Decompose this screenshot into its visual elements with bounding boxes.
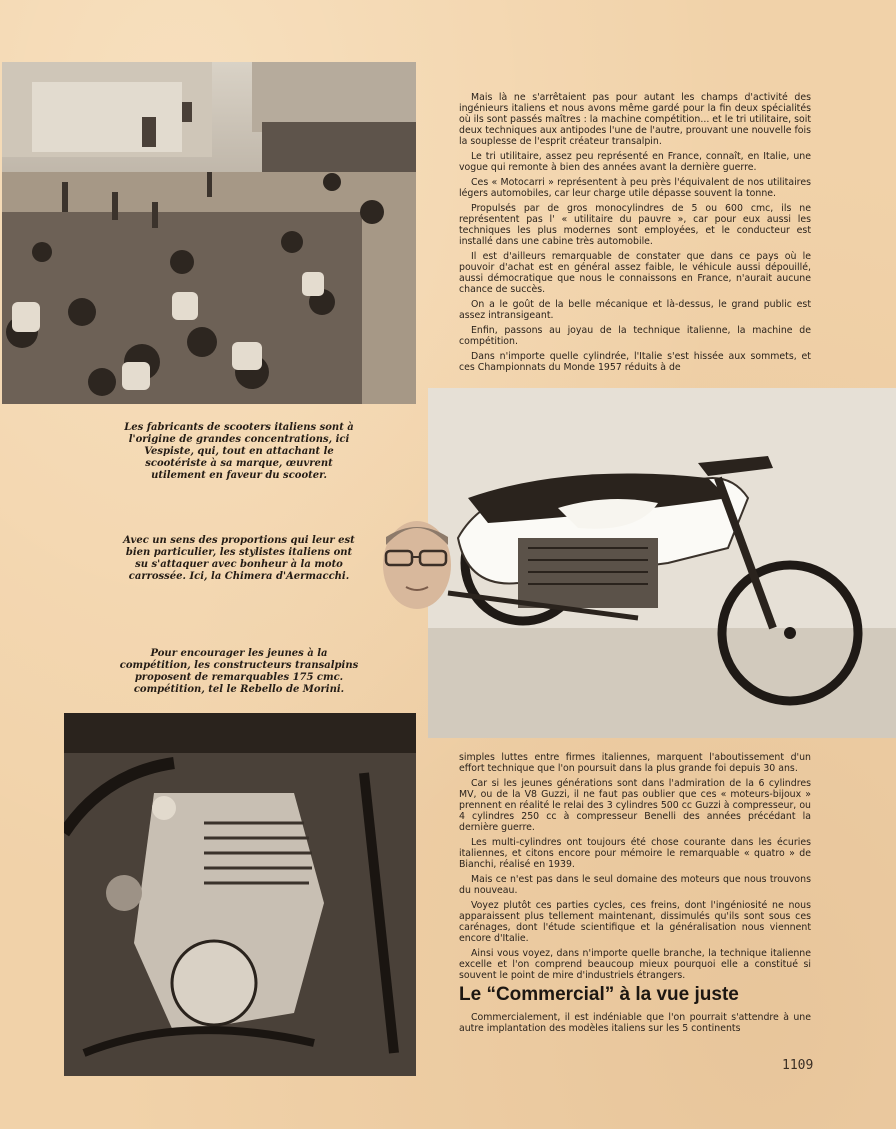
caption-morini: Pour encourager les jeunes à la compétition, les constructeurs transalpins proposent de remarquables 175 cmc. compétition, tel le Rebello de Morini.	[119, 648, 359, 695]
section-heading: Le “Commercial” à la vue juste	[459, 984, 739, 1005]
paragraph: Les multi-cylindres ont toujours été chose courante dans les écuries italiennes, et citons encore pour mémoire le remarquable « quatro » de Bianchi, réalisé en 1939.	[459, 837, 811, 870]
chimera-photo	[428, 388, 896, 738]
caption-chimera: Avec un sens des proportions qui leur est bien particulier, les stylistes italiens ont su s'attaquer avec bonheur à la moto carrossée. Ici, la Chimera d'Aermacchi.	[123, 535, 355, 582]
section-text	[459, 1012, 811, 1038]
top-text-column	[459, 92, 811, 377]
engine-photo	[64, 713, 416, 1076]
bottom-text-column	[459, 752, 811, 985]
portrait-photo	[378, 515, 456, 613]
paragraph: Commercialement, il est indéniable que l'on pourrait s'attendre à une autre implantation des modèles italiens sur les 5 continents	[459, 1012, 811, 1034]
paragraph: Le tri utilitaire, assez peu représenté en France, connaît, en Italie, une vogue qui remonte à bien des années avant la dernière guerre.	[459, 151, 811, 173]
paragraph: Enfin, passons au joyau de la technique italienne, la machine de compétition.	[459, 325, 811, 347]
page-number: 1109	[782, 1058, 814, 1073]
crowd-photo	[2, 62, 416, 404]
paragraph: Mais ce n'est pas dans le seul domaine des moteurs que nous trouvons du nouveau.	[459, 874, 811, 896]
caption-crowd: Les fabricants de scooters italiens sont à l'origine de grandes concentrations, ici Vespiste, qui, tout en attachant le scootériste à sa marque, œuvrent utilement en faveur du scooter.	[124, 422, 354, 481]
paragraph: Mais là ne s'arrêtaient pas pour autant les champs d'activité des ingénieurs italiens et nous avons même gardé pour la fin deux spécialités où ils sont passés maîtres : la machine compétition... et le tri utilitaire, soit deux techniques aux antipodes l'une de l'autre, prouvant une nouvelle fois la souplesse de l'esprit créateur transalpin.	[459, 92, 811, 147]
paragraph: Voyez plutôt ces parties cycles, ces freins, dont l'ingéniosité ne nous apparaissent plus tellement maintenant, dissimulés qu'ils sont sous ces carénages, dont l'étude scientifique et la généralisation nous viennent encore d'Italie.	[459, 900, 811, 944]
paragraph: Propulsés par de gros monocylindres de 5 ou 600 cmc, ils ne représentent pas l' « utilitaire du pauvre », car pour eux aussi les techniques les plus modernes sont employées, et le conducteur est installé dans une cabine très automobile.	[459, 203, 811, 247]
paragraph: Car si les jeunes générations sont dans l'admiration de la 6 cylindres MV, ou de la V8 Guzzi, il ne faut pas oublier que ces « moteurs-bijoux » prennent en réalité le relai des 3 cylindres 500 cc Guzzi à compresseur, ou 4 cylindres 250 cc à compresseur Benelli des années précédant la dernière guerre.	[459, 778, 811, 833]
paragraph: Dans n'importe quelle cylindrée, l'Italie s'est hissée aux sommets, et ces Championnats du Monde 1957 réduits à de	[459, 351, 811, 373]
paragraph: simples luttes entre firmes italiennes, marquent l'aboutissement d'un effort technique que l'on poursuit dans la plus grande foi depuis 30 ans.	[459, 752, 811, 774]
paragraph: Il est d'ailleurs remarquable de constater que dans ce pays où le pouvoir d'achat est en général assez faible, le véhicule aussi dépouillé, aussi démocratique que nous le connaissons en France, n'aurait aucune chance de succès.	[459, 251, 811, 295]
paragraph: Ainsi vous voyez, dans n'importe quelle branche, la technique italienne excelle et l'on comprend beaucoup mieux pourquoi elle a constitué si souvent le point de mire d'industriels étrangers.	[459, 948, 811, 981]
paragraph: Ces « Motocarri » représentent à peu près l'équivalent de nos utilitaires légers automobiles, car leur charge utile dépasse souvent la tonne.	[459, 177, 811, 199]
paragraph: On a le goût de la belle mécanique et là-dessus, le grand public est assez intransigeant.	[459, 299, 811, 321]
